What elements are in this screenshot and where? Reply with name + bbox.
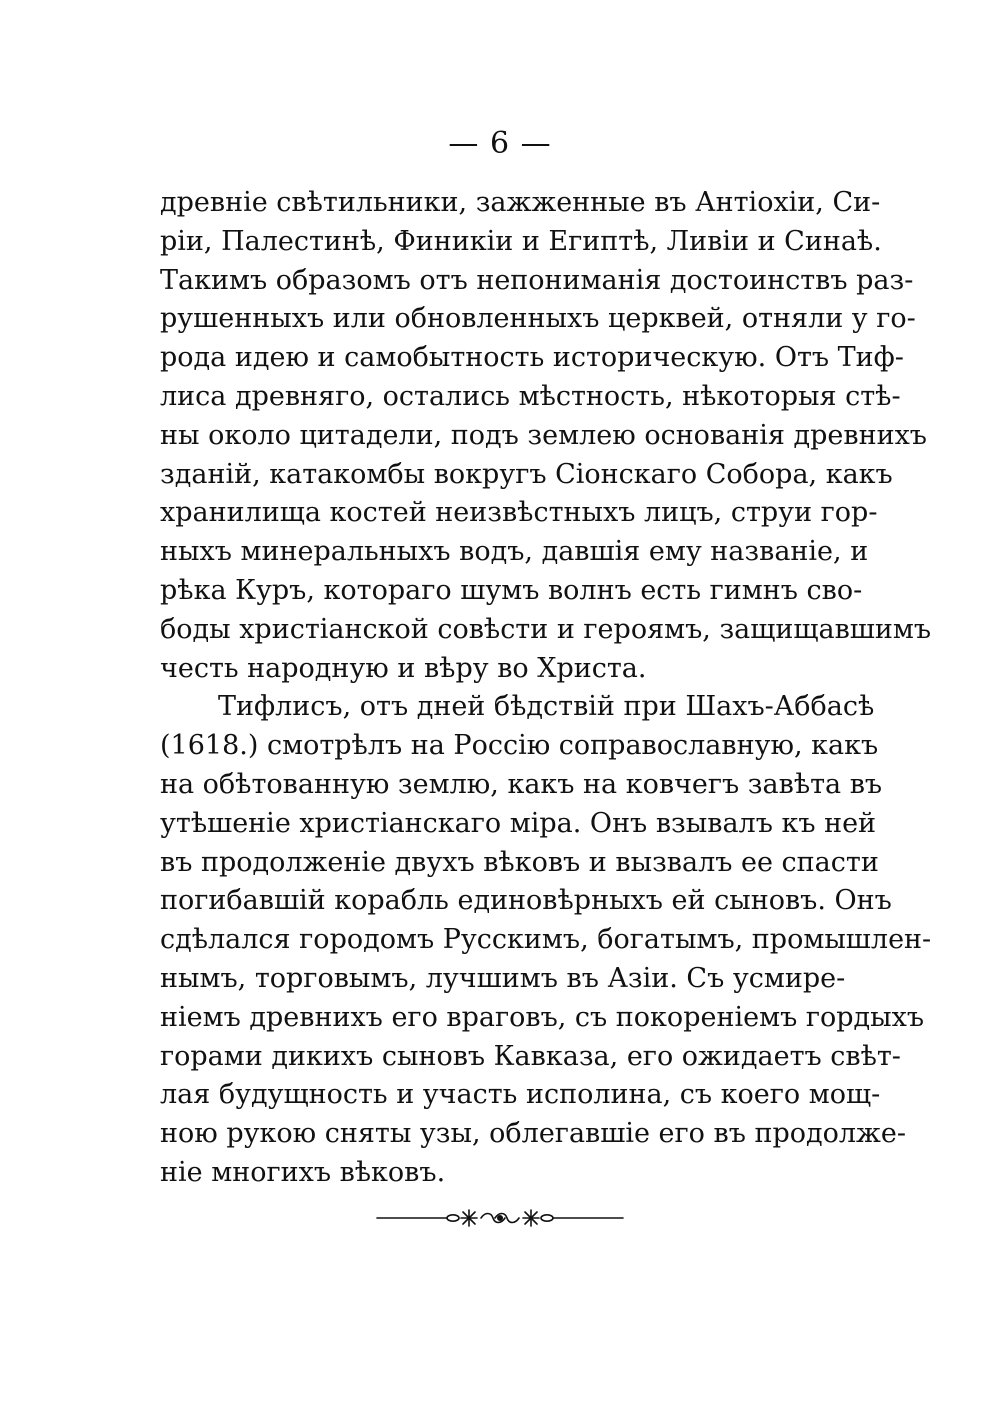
decorative-rule-icon [0,1196,1000,1240]
text-line: горами дикихъ сыновъ Кавказа, его ожидаетъ свѣт- [160,1040,901,1072]
text-line: сдѣлался городомъ Русскимъ, богатымъ, промышлен- [160,924,932,956]
text-line: ніемъ древнихъ его враговъ, съ покореніемъ гордыхъ [160,1001,925,1033]
text-line: боды христіанской совѣсти и героямъ, защищавшимъ [160,613,932,645]
text-line: рода идею и самобытность историческую. Отъ Тиф- [160,342,904,374]
body-text [160,184,932,1193]
page-number: — 6 — [448,126,552,161]
text-line: хранилища костей неизвѣстныхъ лицъ, струи гор- [160,497,878,529]
text-line: ріи, Палестинѣ, Финикіи и Египтѣ, Ливіи и Синаѣ. [160,225,882,257]
text-line: (1618.) смотрѣлъ на Россію соправославную, какъ [160,730,879,762]
text-line: ныхъ минеральныхъ водъ, давшія ему названіе, и [160,536,869,568]
paragraph-2 [160,688,932,1192]
text-line: лиса древняго, остались мѣстность, нѣкоторыя стѣ- [160,380,901,412]
text-line: Тифлисъ, отъ дней бѣдствій при Шахъ-Аббасѣ [218,691,875,723]
text-line: нымъ, торговымъ, лучшимъ въ Азіи. Съ усмире- [160,962,846,994]
text-line: ны около цитадели, подъ землею основанія древнихъ [160,419,927,451]
paragraph-1 [160,184,932,688]
text-line: ніе многихъ вѣковъ. [160,1156,446,1188]
text-line: рѣка Куръ, котораго шумъ волнъ есть гимнъ сво- [160,574,863,606]
text-line: честь народную и вѣру во Христа. [160,652,647,684]
text-line: рушенныхъ или обновленныхъ церквей, отняли у го- [160,303,916,335]
text-line: утѣшеніе христіанскаго міра. Онъ взывалъ къ ней [160,807,877,839]
text-line: зданій, катакомбы вокругъ Сіонскаго Собора, какъ [160,458,893,490]
text-line: лая будущность и участь исполина, съ коего мощ- [160,1079,881,1111]
text-line: погибавшій корабль единовѣрныхъ ей сыновъ. Онъ [160,885,892,917]
text-line: на обѣтованную землю, какъ на ковчегъ завѣта въ [160,768,883,800]
text-line: ною рукою сняты узы, облегавшіе его въ продолже- [160,1118,906,1150]
text-line: древніе свѣтильники, зажженные въ Антіохіи, Си- [160,187,881,218]
text-line: Такимъ образомъ отъ непониманія достоинствъ раз- [160,264,914,296]
text-line: въ продолженіе двухъ вѣковъ и вызвалъ ее спасти [160,846,879,878]
